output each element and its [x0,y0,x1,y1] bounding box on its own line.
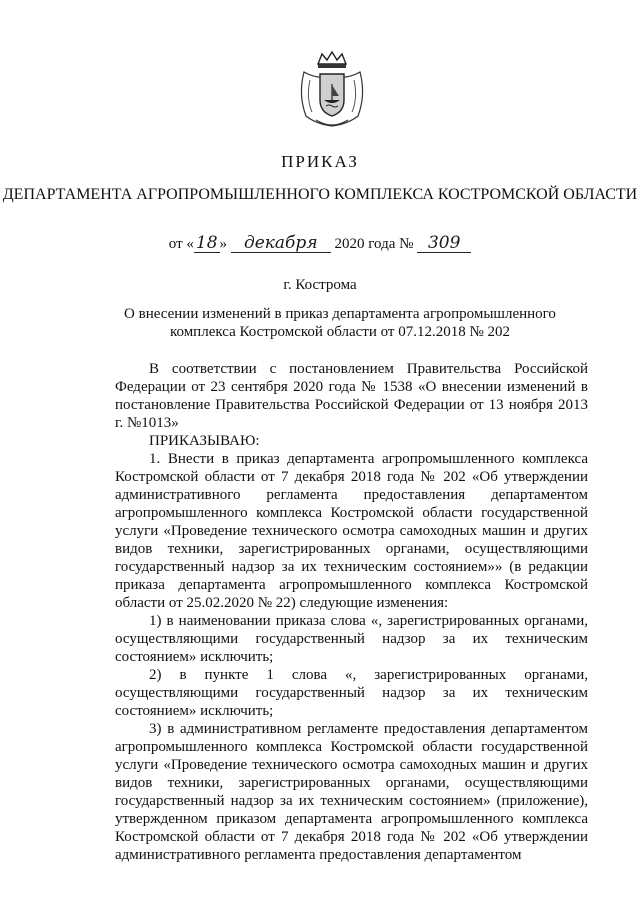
subclause-2-paragraph: 2) в пункте 1 слова «, зарегистрированных органами, осуществляющими государственный надзор за их техническим состоянием» исключить; [115,667,588,719]
subclause-1-paragraph: 1) в наименовании приказа слова «, зарегистрированных органами, осуществляющими государственный надзор за их техническим состоянием» исключить; [115,613,588,665]
date-year-text: 2020 года № [334,236,414,252]
order-subject: О внесении изменений в приказ департамента агропромышленного комплекса Костромской области от 07.12.2018 № 202 [124,306,556,340]
date-month: декабря [231,234,331,253]
date-day: 18 [195,233,218,253]
preamble-paragraph: В соответствии с постановлением Правительства Российской Федерации от 23 сентября 2020 года № 1538 «О внесении изменений в постановление Правительства Российской Федерации от 13 ноября 2013 г. №1013» [115,361,588,431]
subclause-3-paragraph: 3) в административном регламенте предоставления департаментом агропромышленного комплекса Костромской области государственной услуги «Проведение технического осмотра самоходных машин и других видов техники, зарегистрированных органами, осуществляющими государственный надзор за их техническим состоянием» (приложение), утвержденном приказом департамента агропромышленного комплекса Костромской области от 7 декабря 2018 года № 202 «Об утверждении административного регламента предоставления департаментом [115,721,588,863]
clause-1-paragraph: 1. Внести в приказ департамента агропромышленного комплекса Костромской области от 7 декабря 2018 года № 202 «Об утверждении административного регламента предоставления департаментом агропромышленного комплекса Костромской области государственной услуги «Проведение технического осмотра самоходных машин и других видов техники, зарегистрированных органами, осуществляющими государственный надзор за их техническим состоянием»» (в редакции приказа департамента агропромышленного комплекса Костромской области от 25.02.2020 № 22) следующие изменения: [115,451,588,611]
date-close-quote: » [219,236,228,252]
city: г. Кострома [283,277,357,293]
date-prefix: от « [168,236,194,252]
coat-of-arms-icon [296,50,368,130]
order-date-line [0,234,640,253]
order-number: 309 [417,234,471,253]
order-keyword: ПРИКАЗЫВАЮ: [149,433,260,449]
document-body [115,360,588,864]
department-name: ДЕПАРТАМЕНТА АГРОПРОМЫШЛЕННОГО КОМПЛЕКСА КОСТРОМСКОЙ ОБЛАСТИ [2,186,638,203]
document-title: ПРИКАЗ [281,152,359,171]
